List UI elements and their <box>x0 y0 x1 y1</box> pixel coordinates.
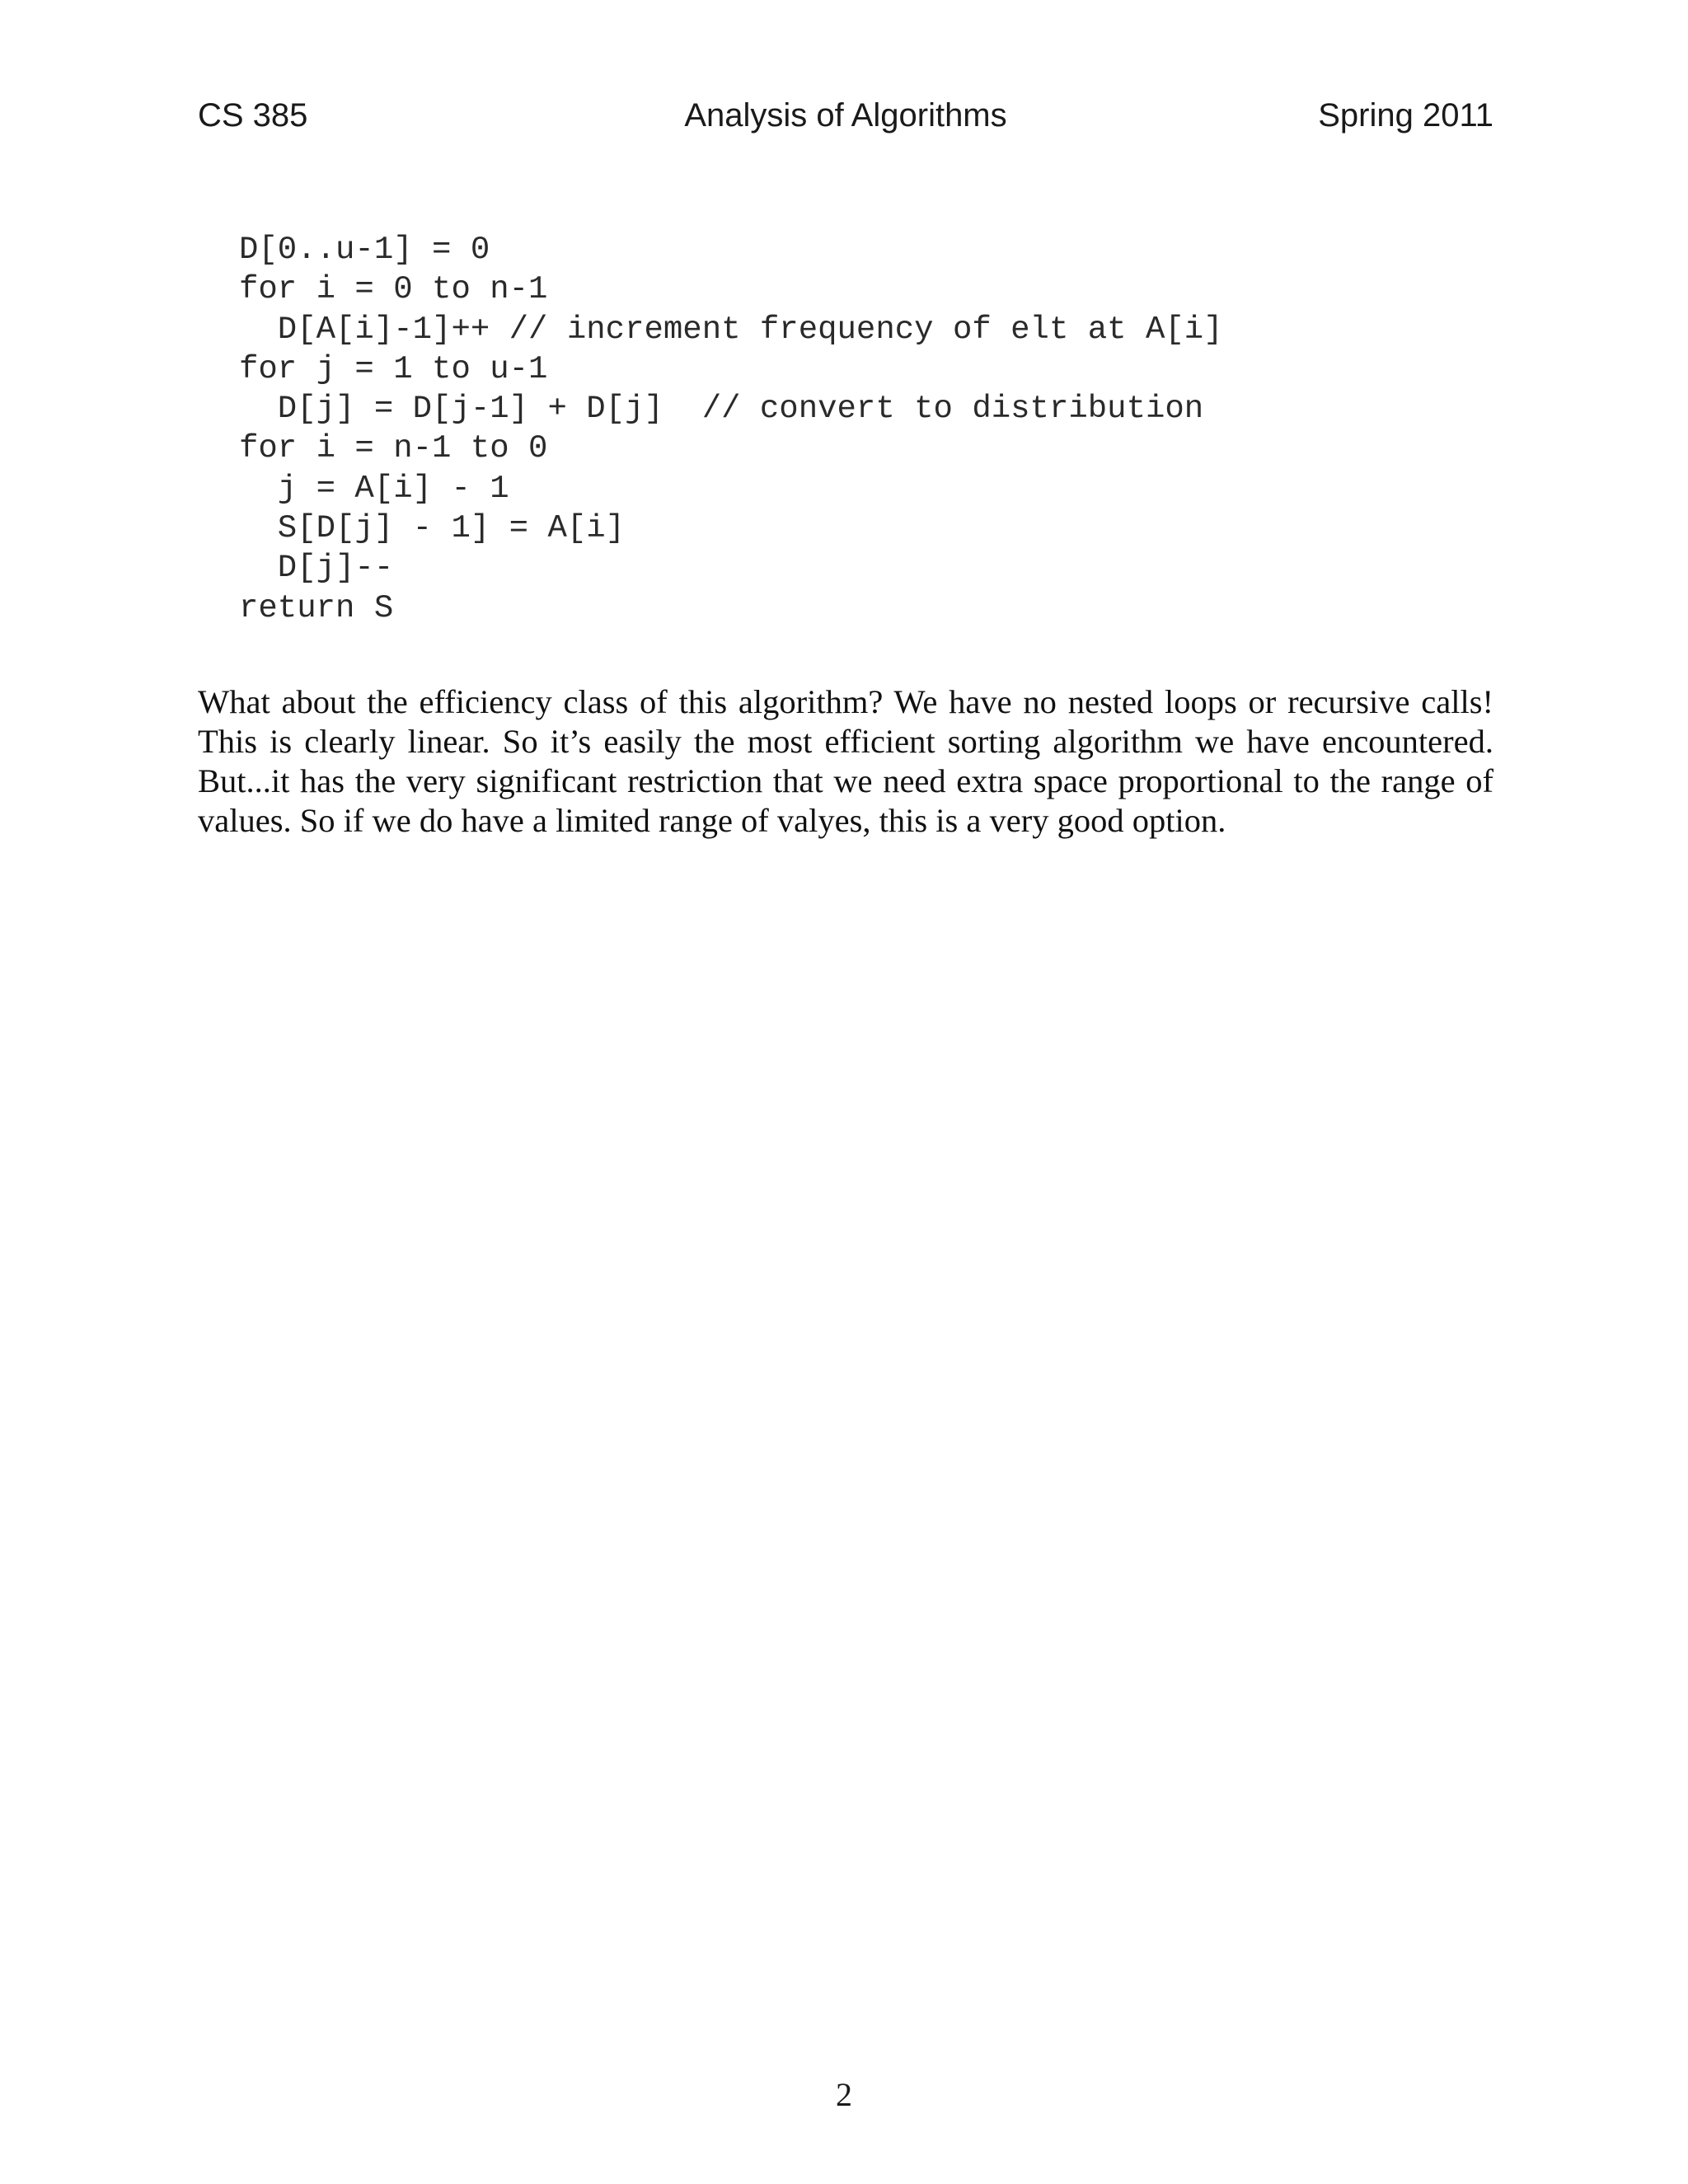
pseudocode-block <box>239 230 1223 628</box>
course-code: CS 385 <box>198 97 308 134</box>
course-title: Analysis of Algorithms <box>684 97 1007 134</box>
term-label: Spring 2011 <box>1318 97 1493 134</box>
code-line: for j = 1 to u-1 <box>239 350 548 387</box>
code-line: return S <box>239 589 394 626</box>
code-line: D[0..u-1] = 0 <box>239 232 490 268</box>
page-number: 2 <box>836 2076 852 2113</box>
body-paragraph: What about the efficiency class of this algorithm? We have no nested loops or recursive calls! This is clearly linear. So it’s easily the most efficient sorting algorithm we have encountered. But...it has the very significant restriction that we need extra space proportional to the range of values. So if we do have a limited range of valyes, this is a very good option. <box>198 683 1493 839</box>
code-line: D[j] = D[j-1] + D[j] // convert to distribution <box>239 391 1204 428</box>
code-line: j = A[i] - 1 <box>239 470 509 507</box>
code-line: S[D[j] - 1] = A[i] <box>239 510 626 547</box>
code-line: D[A[i]-1]++ // increment frequency of elt at A[i] <box>239 311 1223 348</box>
code-line: for i = 0 to n-1 <box>239 271 548 308</box>
code-line: for i = n-1 to 0 <box>239 430 548 467</box>
code-line: D[j]-- <box>239 550 394 587</box>
page-header <box>198 92 1493 138</box>
